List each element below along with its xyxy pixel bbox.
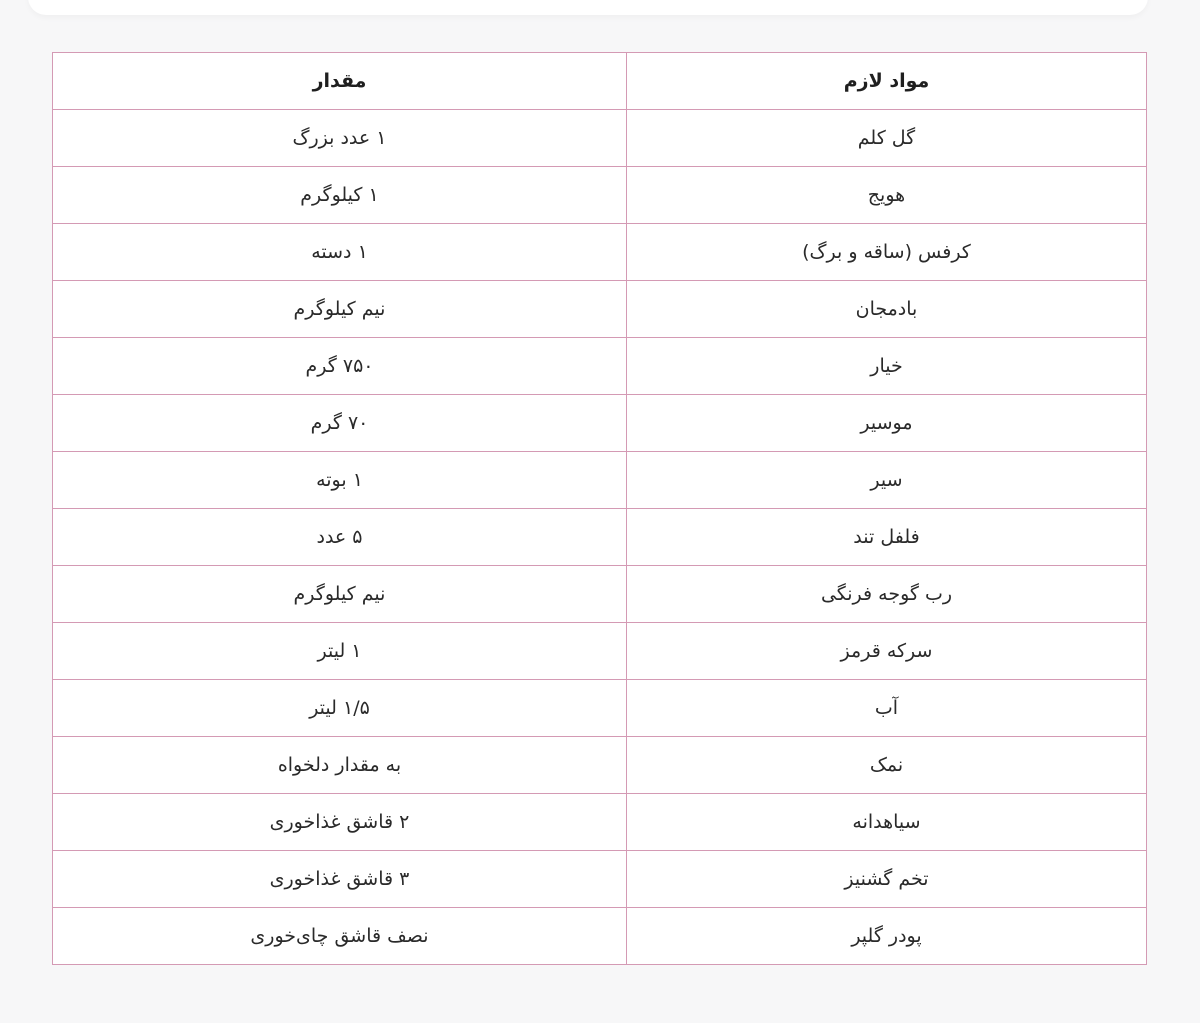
amount-cell: ۵ عدد: [53, 509, 627, 566]
table-row: [53, 851, 1147, 908]
ingredient-cell: فلفل تند: [627, 509, 1147, 566]
amount-cell: نصف قاشق چای‌خوری: [53, 908, 627, 965]
amount-cell: ۱ بوته: [53, 452, 627, 509]
amount-cell: ۲ قاشق غذاخوری: [53, 794, 627, 851]
amount-cell: ۷۰ گرم: [53, 395, 627, 452]
ingredient-cell: سرکه قرمز: [627, 623, 1147, 680]
table-row: [53, 338, 1147, 395]
amount-cell: ۱/۵ لیتر: [53, 680, 627, 737]
ingredients-table-wrapper: [53, 52, 1147, 965]
header-amount: مقدار: [53, 53, 627, 110]
ingredient-cell: گل کلم: [627, 110, 1147, 167]
amount-cell: نیم کیلوگرم: [53, 566, 627, 623]
table-row: [53, 110, 1147, 167]
table-row: [53, 452, 1147, 509]
ingredient-cell: آب: [627, 680, 1147, 737]
ingredient-cell: بادمجان: [627, 281, 1147, 338]
amount-cell: ۳ قاشق غذاخوری: [53, 851, 627, 908]
table-row: [53, 623, 1147, 680]
top-banner: [28, 0, 1148, 15]
ingredients-table: [52, 52, 1147, 965]
table-row: [53, 680, 1147, 737]
header-ingredient: مواد لازم: [627, 53, 1147, 110]
ingredient-cell: کرفس (ساقه و برگ): [627, 224, 1147, 281]
ingredient-cell: موسیر: [627, 395, 1147, 452]
table-row: [53, 509, 1147, 566]
table-row: [53, 908, 1147, 965]
ingredient-cell: رب گوجه فرنگی: [627, 566, 1147, 623]
ingredient-cell: نمک: [627, 737, 1147, 794]
ingredient-cell: سیاهدانه: [627, 794, 1147, 851]
amount-cell: ۷۵۰ گرم: [53, 338, 627, 395]
table-row: [53, 737, 1147, 794]
amount-cell: ۱ لیتر: [53, 623, 627, 680]
ingredient-cell: هویج: [627, 167, 1147, 224]
table-header-row: [53, 53, 1147, 110]
table-row: [53, 281, 1147, 338]
ingredient-cell: سیر: [627, 452, 1147, 509]
amount-cell: به مقدار دلخواه: [53, 737, 627, 794]
amount-cell: ۱ کیلوگرم: [53, 167, 627, 224]
amount-cell: نیم کیلوگرم: [53, 281, 627, 338]
ingredient-cell: خیار: [627, 338, 1147, 395]
ingredient-cell: پودر گلپر: [627, 908, 1147, 965]
table-row: [53, 395, 1147, 452]
amount-cell: ۱ عدد بزرگ: [53, 110, 627, 167]
table-row: [53, 224, 1147, 281]
table-row: [53, 566, 1147, 623]
table-row: [53, 794, 1147, 851]
table-row: [53, 167, 1147, 224]
ingredient-cell: تخم گشنیز: [627, 851, 1147, 908]
amount-cell: ۱ دسته: [53, 224, 627, 281]
